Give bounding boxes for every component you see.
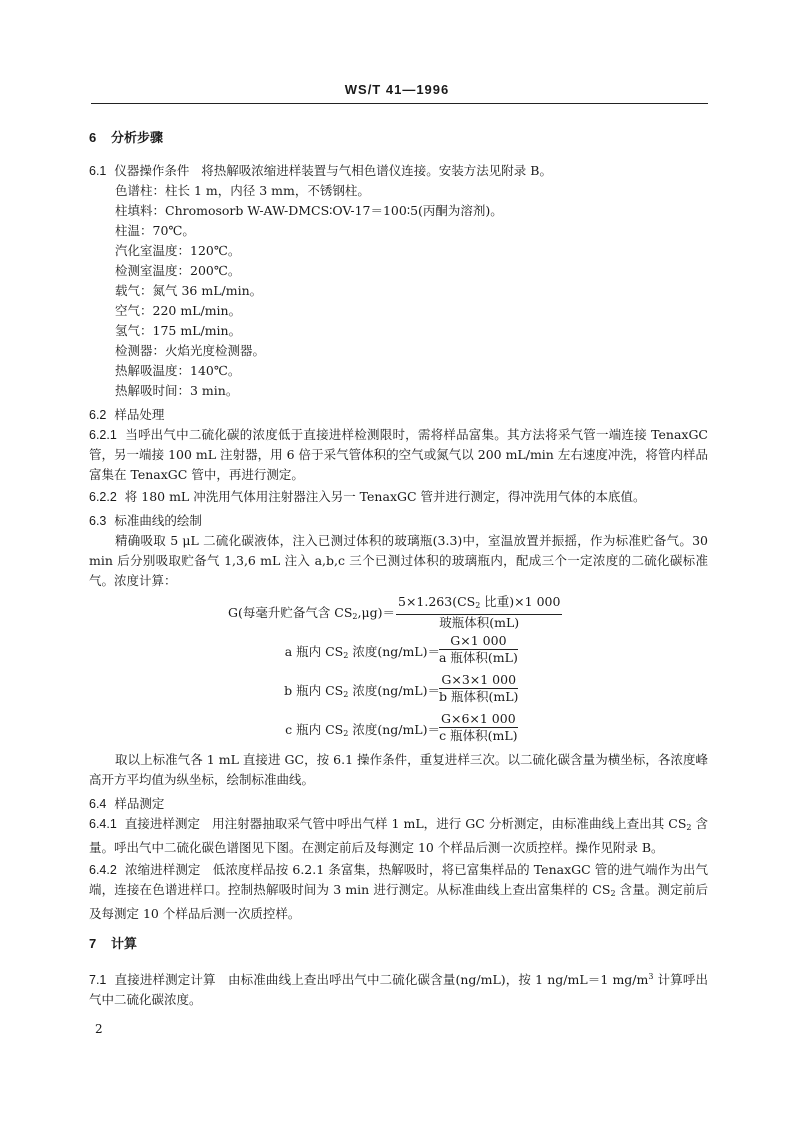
clause-number: 7.1: [89, 973, 107, 987]
clause-6-4-1: 6.4.1 直接进样测定 用注射器抽取采气管中呼出气样 1 mL，进行 GC 分析测定，由标准曲线上查出其 $CS_2$ 含量。呼出气中二硫化碳色谱图见下图。在测定前后及每测定 10 个样品后测一次质控样。操作见附录 B。: [89, 816, 709, 855]
clause-7-1: 7.1 直接进样测定计算 由标准曲线上查出呼出气中二硫化碳含量(ng/mL)，按 1 ng/mL＝1 $mg/m^3$ 计算呼出气中二硫化碳浓度。: [89, 972, 708, 1007]
subsection-text: 将热解吸浓缩进样装置与气相色谱仪连接。安装方法见附录 B。: [201, 163, 552, 178]
list-item: 热解吸时间：3 min。: [115, 383, 239, 398]
formula-lhs: c 瓶内 $CS_2$ 浓度(ng/mL)＝: [285, 722, 440, 738]
subsection-6-1: [89, 161, 708, 181]
formula-bottle-c: [89, 711, 708, 747]
formula-stock-gas: [89, 594, 708, 630]
formula-fraction: G×3×1 000 b 瓶体积(mL): [439, 672, 519, 704]
list-item: 热解吸温度：140℃。: [115, 363, 241, 378]
clause-number: 6.4.1: [89, 817, 117, 831]
clause-6-2-2: [89, 487, 708, 507]
list-item: 色谱柱：柱长 1 m，内径 3 mm，不锈钢柱。: [115, 183, 370, 198]
clause-number: 6.2.2: [89, 490, 117, 504]
subsection-6-2: [89, 405, 708, 425]
list-item: 氢气：175 mL/min。: [115, 323, 242, 338]
subsection-number: 6.3: [89, 514, 107, 528]
clause-title: 直接进样测定: [124, 816, 201, 831]
header-rule: [91, 103, 708, 104]
list-item: 空气：220 mL/min。: [115, 303, 242, 318]
formula-bottle-b: [89, 672, 708, 708]
section-6-heading: [89, 128, 708, 149]
list-item: 汽化室温度：120℃。: [115, 243, 241, 258]
standard-curve-paragraph: 精确吸取 5 μL 二硫化碳液体，注入已测过体积的玻璃瓶(3.3)中，室温放置并振摇，作为标准贮备气。30 min 后分别吸取贮备气 1,3,6 mL 注入 a,b,c 三个已测过体积的玻璃瓶内，配成三个一定浓度的二硫化碳标准气。浓度计算：: [89, 533, 708, 588]
formula-fraction: G×1 000 a 瓶体积(mL): [439, 633, 518, 665]
subsection-number: 6.1: [89, 164, 107, 178]
list-item: 检测器：火焰光度检测器。: [115, 343, 266, 358]
formula-lhs: a 瓶内 $CS_2$ 浓度(ng/mL)＝: [284, 644, 440, 660]
clause-title: 直接进样测定计算: [114, 972, 216, 987]
section-title: 计算: [111, 937, 138, 952]
page-content: [89, 128, 708, 1012]
section-number: 6: [89, 130, 97, 145]
formula-bottle-a: [89, 633, 708, 669]
subsection-6-3: [89, 511, 708, 531]
clause-6-2-1: [89, 425, 708, 485]
section-7-heading: [89, 934, 708, 955]
instrument-conditions-list: [89, 181, 708, 401]
formula-lhs: G(每毫升贮备气含 $CS_2,\mu g)=$: [227, 605, 395, 621]
subsection-title: 仪器操作条件: [114, 163, 190, 178]
formula-lhs: b 瓶内 $CS_2$ 浓度(ng/mL)＝: [284, 683, 440, 699]
list-item: 柱填料：Chromosorb W-AW-DMCS∶OV-17＝100∶5(丙酮为溶剂)。: [115, 203, 503, 218]
clause-number: 6.4.2: [89, 863, 117, 877]
subsection-number: 6.2: [89, 408, 107, 422]
subsection-6-4: [89, 794, 708, 814]
clause-text: 当呼出气中二硫化碳的浓度低于直接进样检测限时，需将样品富集。其方法将采气管一端连接 TenaxGC 管，另一端接 100 mL 注射器，用 6 倍于采气管体积的空气或氮气以 200 mL/min 左右速度冲洗，将管内样品富集在 TenaxGC 管中，再进行测定。: [89, 427, 709, 482]
subsection-title: 样品处理: [114, 407, 165, 422]
formula-fraction: G×6×1 000 c 瓶体积(mL): [439, 711, 518, 743]
page-number: 2: [95, 1022, 103, 1036]
clause-number: 6.2.1: [89, 428, 117, 442]
clause-text: 将 180 mL 冲洗用气体用注射器注入另一 TenaxGC 管并进行测定，得冲洗用气体的本底值。: [124, 489, 646, 504]
standard-header: WS/T 41—1996: [344, 82, 450, 97]
calibration-paragraph: 取以上标准气各 1 mL 直接进 GC，按 6.1 操作条件，重复进样三次。以二硫化碳含量为横坐标，各浓度峰高开方平均值为纵坐标，绘制标准曲线。: [89, 752, 708, 787]
subsection-number: 6.4: [89, 797, 107, 811]
subsection-title: 标准曲线的绘制: [114, 513, 202, 528]
clause-title: 浓缩进样测定: [124, 862, 201, 877]
formula-fraction: $5\times 1.263(CS_2$ 比重)×1 000 玻瓶体积(mL): [398, 594, 561, 630]
list-item: 检测室温度：200℃。: [115, 263, 241, 278]
subsection-title: 样品测定: [114, 796, 165, 811]
list-item: 柱温：70℃。: [115, 223, 195, 238]
clause-6-4-2: 6.4.2 浓缩进样测定 低浓度样品按 6.2.1 条富集，热解吸时，将已富集样品的 TenaxGC 管的进气端作为出气端，连接在色谱进样口。控制热解吸时间为 3 min 进行测定。从标准曲线上查出富集样的 $CS_2$ 含量。测定前后及每测定 10 个样品后测一次质控样。: [89, 862, 708, 921]
formula-block: [89, 594, 708, 747]
section-number: 7: [89, 936, 97, 951]
list-item: 载气：氮气 36 mL/min。: [115, 283, 263, 298]
section-title: 分析步骤: [111, 131, 164, 146]
